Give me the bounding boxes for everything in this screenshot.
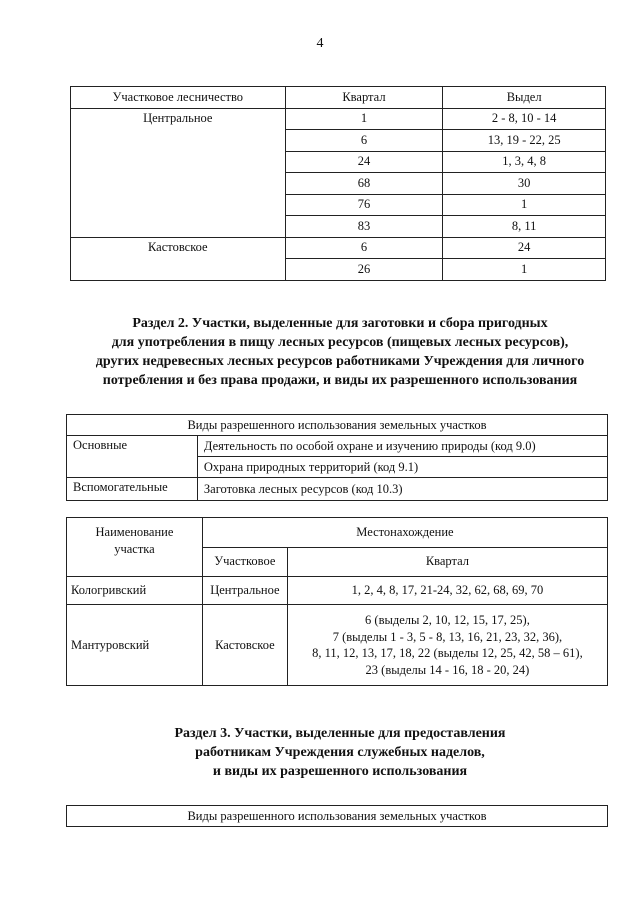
table-row	[67, 577, 608, 605]
quarter-cell: 76	[285, 194, 443, 216]
heading-line: и виды их разрешенного использования	[212, 764, 468, 779]
table-header-row	[67, 415, 608, 436]
forestry-name: Кастовское	[71, 237, 286, 280]
plot-cell: 8, 11	[443, 216, 606, 238]
usage-item: Деятельность по особой охране и изучению природы (код 9.0)	[197, 436, 607, 457]
heading-line: для употребления в пищу лесных ресурсов (пищевых лесных ресурсов),	[111, 335, 569, 350]
table-header-row	[71, 87, 606, 109]
plot-name-cell: Мантуровский	[67, 605, 203, 686]
section3-usage-table	[66, 805, 608, 827]
quarter-cell: 6	[285, 237, 443, 259]
plot-cell: 1	[443, 194, 606, 216]
forestry-name: Центральное	[71, 108, 286, 237]
quarter-line: 7 (выделы 1 - 3, 5 - 8, 13, 16, 21, 23, 32, 36),	[332, 629, 563, 644]
quarter-cell	[287, 605, 607, 686]
header-forestry: Участковое лесничество	[71, 87, 286, 109]
section3-heading	[40, 724, 640, 781]
heading-line: Раздел 2. Участки, выделенные для заготовки и сбора пригодных	[132, 316, 548, 331]
plot-cell: 2 - 8, 10 - 14	[443, 108, 606, 130]
usage-header: Виды разрешенного использования земельных участков	[67, 806, 608, 827]
quarter-cell: 1	[285, 108, 443, 130]
header-plot: Выдел	[443, 87, 606, 109]
table-header-row	[67, 518, 608, 548]
quarter-cell: 83	[285, 216, 443, 238]
header-forestry: Участковое	[202, 547, 287, 577]
header-quarter: Квартал	[287, 547, 607, 577]
quarter-cell: 24	[285, 151, 443, 173]
plot-cell: 30	[443, 173, 606, 195]
page-number: 4	[316, 36, 324, 51]
usage-header: Виды разрешенного использования земельных участков	[67, 415, 608, 436]
aux-usage-label: Вспомогательные	[67, 478, 198, 501]
main-usage-label: Основные	[67, 436, 198, 478]
quarter-line: 8, 11, 12, 13, 17, 18, 22 (выделы 12, 25, 42, 58 – 61),	[312, 646, 583, 660]
header-location: Местонахождение	[202, 518, 607, 548]
plot-cell: 1, 3, 4, 8	[443, 151, 606, 173]
forestry-cell: Кастовское	[202, 605, 287, 686]
plot-cell: 24	[443, 237, 606, 259]
plot-name-cell: Кологривский	[67, 577, 203, 605]
table-row	[71, 237, 606, 259]
plot-cell: 1	[443, 259, 606, 281]
plot-location-table	[66, 517, 608, 686]
section2-heading	[40, 314, 640, 390]
quarter-cell: 6	[285, 130, 443, 152]
usage-item: Охрана природных территорий (код 9.1)	[197, 457, 607, 478]
forestry-cell: Центральное	[202, 577, 287, 605]
quarter-line: 23 (выделы 14 - 16, 18 - 20, 24)	[365, 662, 530, 677]
quarter-cell: 1, 2, 4, 8, 17, 21-24, 32, 62, 68, 69, 70	[287, 577, 607, 605]
quarter-cell: 26	[285, 259, 443, 281]
table-row	[71, 108, 606, 130]
table-row	[67, 436, 608, 457]
quarter-line: 6 (выделы 2, 10, 12, 15, 17, 25),	[365, 613, 530, 627]
usage-types-table	[66, 414, 608, 501]
forestry-quarters-table	[70, 86, 606, 281]
heading-line: работникам Учреждения служебных наделов,	[195, 745, 485, 760]
quarter-cell: 68	[285, 173, 443, 195]
header-quarter: Квартал	[285, 87, 443, 109]
header-plot-name: Наименование участка	[67, 518, 203, 577]
usage-item: Заготовка лесных ресурсов (код 10.3)	[197, 478, 607, 501]
heading-line: потребления и без права продажи, и виды их разрешенного использования	[102, 373, 578, 388]
plot-cell: 13, 19 - 22, 25	[443, 130, 606, 152]
heading-line: других недревесных лесных ресурсов работниками Учреждения для личного	[95, 354, 585, 369]
table-header-row	[67, 806, 608, 827]
heading-line: Раздел 3. Участки, выделенные для предоставления	[174, 726, 506, 741]
table-row	[67, 605, 608, 686]
table-row	[67, 478, 608, 501]
